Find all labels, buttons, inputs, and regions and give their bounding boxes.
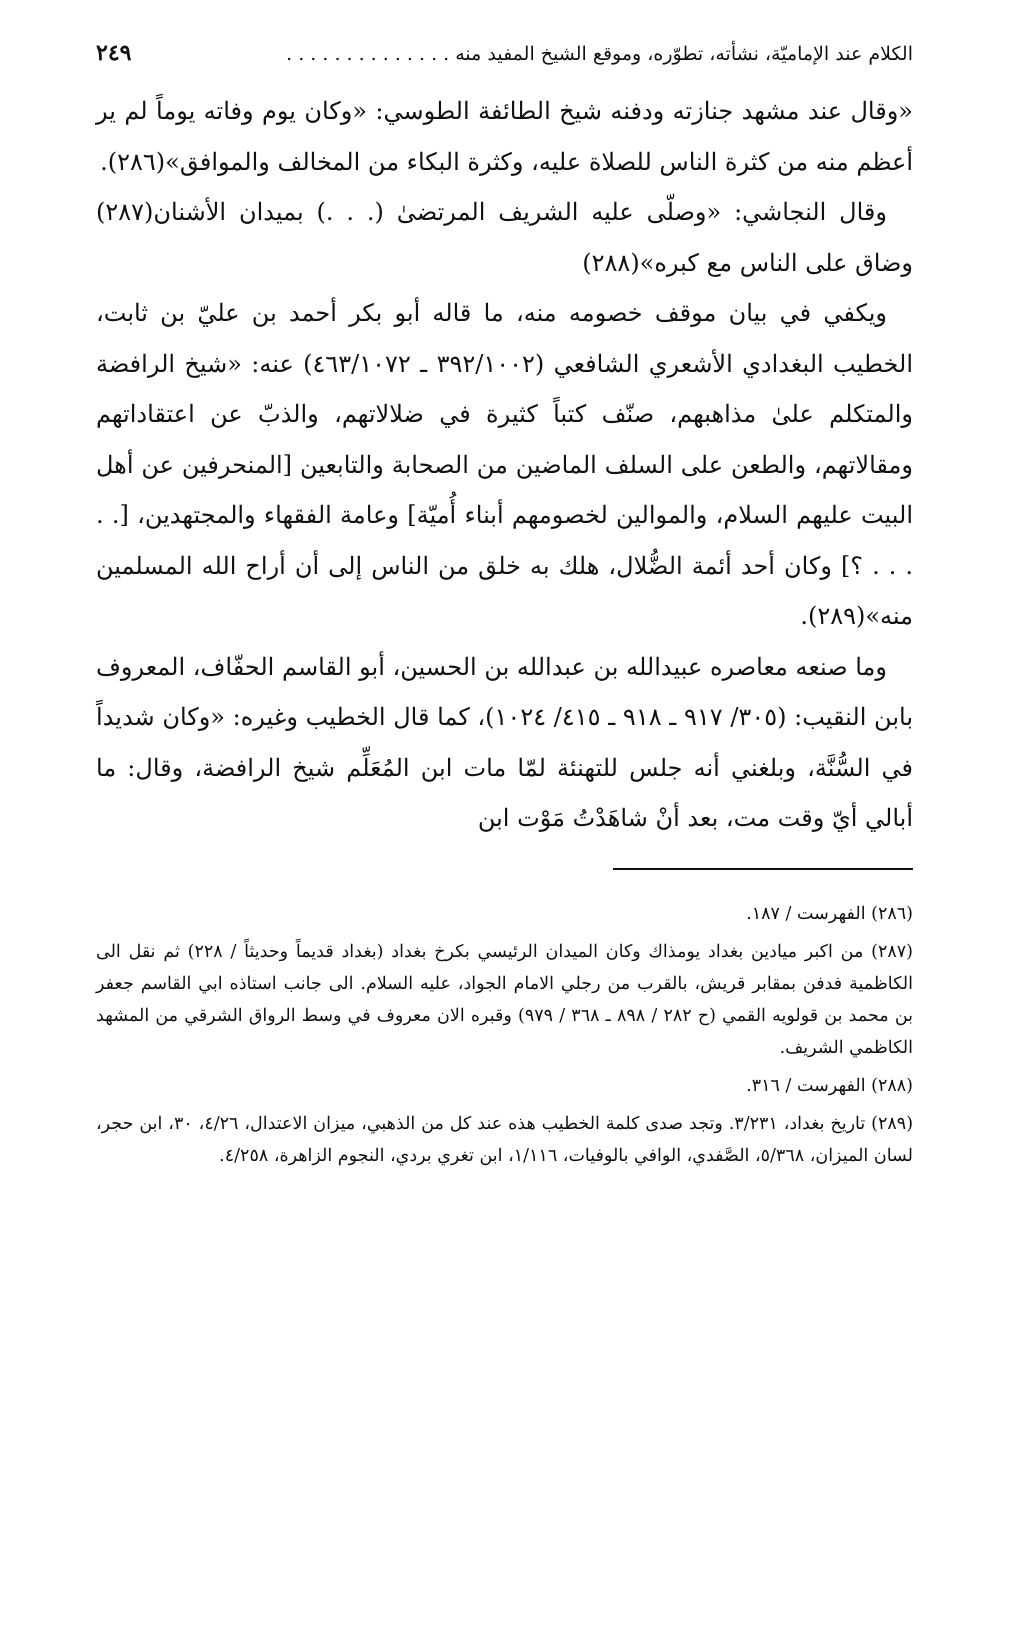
main-text (96, 86, 913, 844)
footnote: (٢٨٨) الفهرست / ٣١٦. (746, 1075, 913, 1096)
footnote-divider (613, 868, 913, 870)
footnote: (٢٨٧) من اكبر ميادين بغداد يومذاك وكان الميدان الرئيسي بكرخ بغداد (بغداد قديماً وحديثاً / ٢٢٨) ثم نقل الى الكاظمية فدفن بمقابر قريش، بالقرب من رجلي الامام الجواد، عليه السلام. الى جانب استاذه ابي القاسم جعفر بن محمد بن قولويه القمي (ح ٢٨٢ / ٨٩٨ ـ ٣٦٨ / ٩٧٩) وقبره الان معروف في وسط الرواق الشرقي من المشهد الكاظمي الشريف. (96, 941, 914, 1058)
paragraph: وما صنعه معاصره عبيدالله بن عبدالله بن الحسين، أبو القاسم الحفّاف، المعروف بابن النقيب: (٣٠٥/ ٩١٧ ـ ٩١٨ ـ ٤١٥/ ١٠٢٤)، كما قال الخطيب وغيره: «وكان شديداً في السُّنَّة، وبلغني أنه جلس للتهنئة لمّا مات ابن المُعَلِّم شيخ الرافضة، وقال: ما أبالي أيّ وقت مت، بعد أنْ شاهَدْتُ مَوْت ابن (96, 652, 914, 832)
footnote: (٢٨٦) الفهرست / ١٨٧. (746, 903, 913, 924)
page-number: ٢٤٩ (96, 40, 132, 66)
running-header (96, 38, 913, 72)
footnote: (٢٨٩) تاريخ بغداد، ٣/٢٣١. وتجد صدى كلمة الخطيب هذه عند كل من الذهبي، ميزان الاعتدال، ٤/٢٦، ٣٠، ابن حجر، لسان الميزان، ٥/٣٦٨، الصَّفدي، الوافي بالوفيات، ١/١١٦، ابن تغري بردي، النجوم الزاهرة، ٤/٢٥٨. (96, 1113, 914, 1166)
footnotes (96, 898, 913, 1172)
paragraph: وقال النجاشي: «وصلّى عليه الشريف المرتضىٰ (. . .) بميدان الأشنان(٢٨٧) وضاق على الناس مع كبره»(٢٨٨) (96, 198, 913, 277)
paragraph: «وقال عند مشهد جنازته ودفنه شيخ الطائفة الطوسي: «وكان يوم وفاته يوماً لم ير أعظم منه من كثرة الناس للصلاة عليه، وكثرة البكاء من المخالف والموافق»(٢٨٦). (96, 97, 913, 176)
header-title: الكلام عند الإماميّة، نشأته، تطوّره، وموقع الشيخ المفيد منه . . . . . . . . . . . . . . (286, 43, 913, 65)
paragraph: ويكفي في بيان موقف خصومه منه، ما قاله أبو بكر أحمد بن عليّ بن ثابت، الخطيب البغدادي الأشعري الشافعي (٣٩٢/١٠٠٢ ـ ٤٦٣/١٠٧٢) عنه: «شيخ الرافضة والمتكلم علىٰ مذاهبهم، صنّف كتباً كثيرة في ضلالاتهم، والذبّ عن اعتقاداتهم ومقالاتهم، والطعن على السلف الماضين من الصحابة والتابعين [المنحرفين عن أهل البيت عليهم السلام، والموالين لخصومهم أبناء أُميّة] وعامة الفقهاء والمجتهدين، [. . . . . ؟] وكان أحد أئمة الضُّلال، هلك به خلق من الناس إلى أن أراح الله المسلمين منه»(٢٨٩). (96, 299, 913, 630)
